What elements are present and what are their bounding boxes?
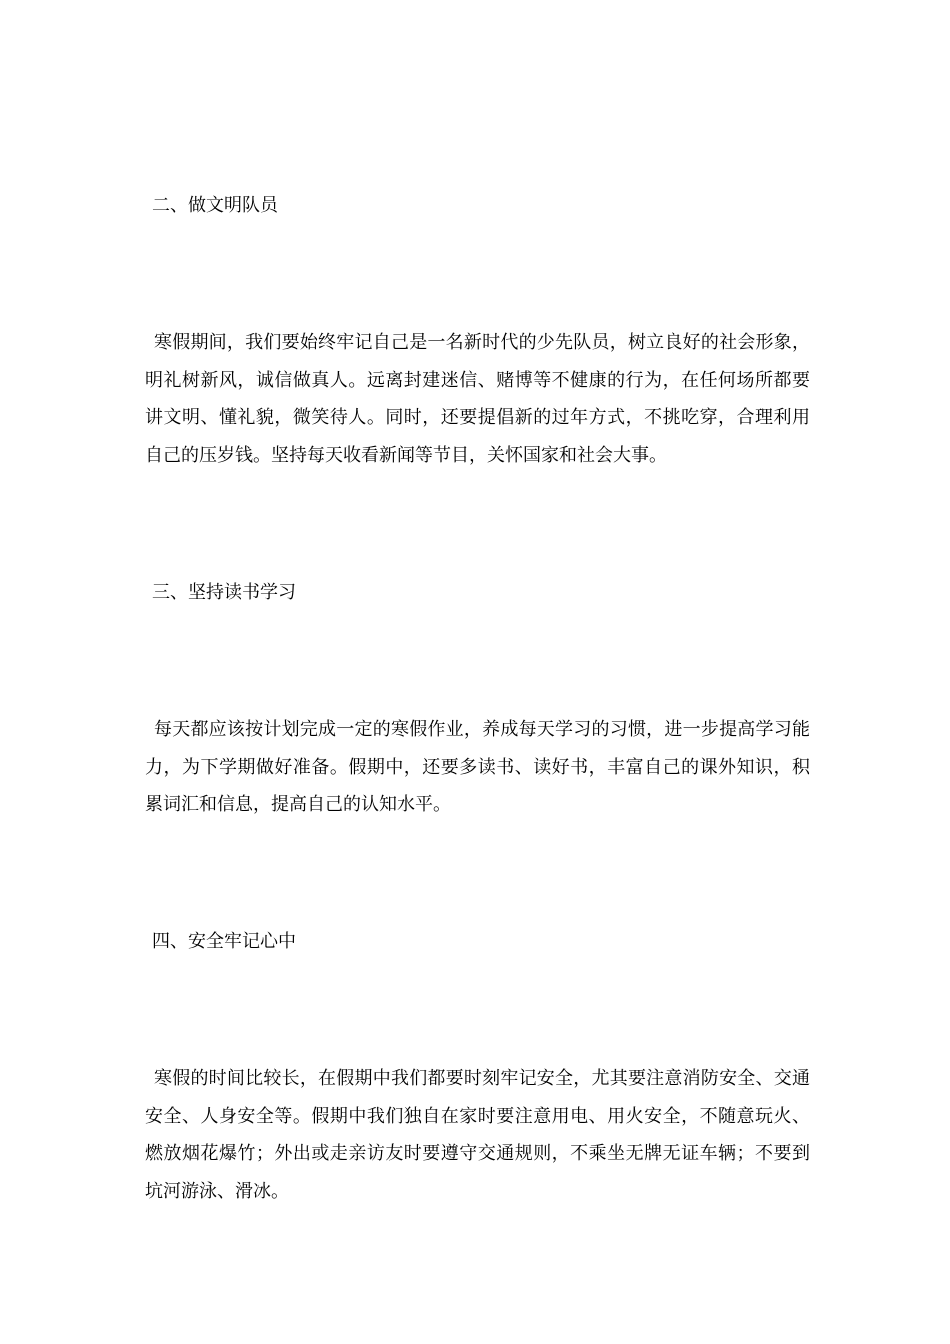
section-heading-safety: 四、安全牢记心中 — [152, 931, 296, 952]
section-heading-civilized-member: 二、做文明队员 — [152, 195, 278, 216]
section-paragraph-reading-study: 每天都应该按计划完成一定的寒假作业，养成每天学习的习惯，进一步提高学习能力，为下学期做好准备。假期中，还要多读书、读好书，丰富自己的课外知识，积累词汇和信息，提高自己的认知水平。 — [145, 719, 810, 815]
section-paragraph-civilized-member: 寒假期间，我们要始终牢记自己是一名新时代的少先队员，树立良好的社会形象，明礼树新风，诚信做真人。远离封建迷信、赌博等不健康的行为，在任何场所都要讲文明、懂礼貌，微笑待人。同时，还要提倡新的过年方式，不挑吃穿，合理利用自己的压岁钱。坚持每天收看新闻等节目，关怀国家和社会大事。 — [145, 332, 810, 466]
section-paragraph-safety: 寒假的时间比较长，在假期中我们都要时刻牢记安全，尤其要注意消防安全、交通安全、人身安全等。假期中我们独自在家时要注意用电、用火安全，不随意玩火、燃放烟花爆竹；外出或走亲访友时要遵守交通规则，不乘坐无牌无证车辆；不要到坑河游泳、滑冰。 — [145, 1068, 810, 1202]
section-heading-reading-study: 三、坚持读书学习 — [152, 582, 296, 603]
